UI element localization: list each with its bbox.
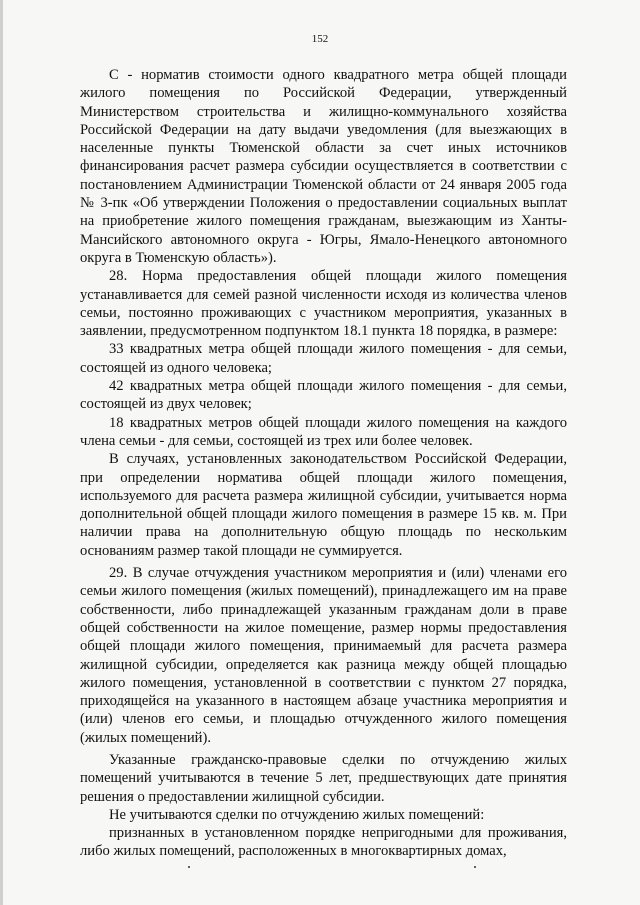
paragraph-unfit-housing: признанных в установленном порядке непригодными для проживания, либо жилых помещений, расположенных в многоквартирных домах, — [80, 825, 567, 860]
paragraph-norm-c: С - норматив стоимости одного квадратного метра общей площади жилого помещения по Российской Федерации, утвержденный Министерством строительства и жилищно-коммунального хозяйства Российской Федерации на дату выдачи уведомления (для выезжающих в населенные пункты Тюменской области за счет иных источников финансирования расчет размера субсидии осуществляется в соответствии с постановлением Администрации Тюменской области от 24 января 2005 года № 3-пк «Об утверждении Положения о предоставлении социальных выплат на приобретение жилого помещения гражданам, выезжающим из Ханты-Мансийского автономного округа - Югры, Ямало-Ненецкого автономного округа в Тюменскую область»). — [80, 67, 567, 266]
document-body — [80, 66, 567, 861]
page-number: 152 — [311, 33, 329, 45]
paragraph-norm-one-person: 33 квадратных метра общей площади жилого помещения - для семьи, состоящей из одного человека; — [80, 341, 567, 376]
paragraph-norm-two-persons: 42 квадратных метра общей площади жилого помещения - для семьи, состоящей из двух человек; — [80, 378, 567, 413]
paragraph-norm-three-or-more: 18 квадратных метров общей площади жилого помещения на каждого члена семьи - для семьи, состоящей из трех или более человек. — [80, 414, 567, 449]
paragraph-item-29: 29. В случае отчуждения участником мероприятия и (или) членами его семьи жилого помещения (жилых помещений), принадлежащего им на праве собственности, либо принадлежащей указанным гражданам доли в праве общей собственности на жилое помещение, размер нормы предоставления общей площади жилого помещения, принимаемый для расчета размера жилищной субсидии, определяется как разница между общей площадью жилого помещения, установленной в соответствии с пунктом 27 порядка, приходящейся на указанного в настоящем абзаце участника мероприятия и (или) членов его семьи, и площадью отчужденного жилого помещения (жилых помещений). — [80, 565, 567, 746]
scan-dot-left — [188, 866, 190, 868]
scan-dot-right — [474, 866, 476, 868]
paragraph-item-28: 28. Норма предоставления общей площади жилого помещения устанавливается для семей разной численности исходя из количества членов семьи, постоянно проживающих с участником мероприятия, указанных в заявлении, предусмотренном подпунктом 18.1 пункта 18 порядка, в размере: — [80, 268, 567, 340]
paragraph-not-counted: Не учитываются сделки по отчуждению жилых помещений: — [109, 806, 485, 823]
paragraph-transactions-period: Указанные гражданско-правовые сделки по отчуждению жилых помещений учитываются в течение 5 лет, предшествующих дате принятия решения о предоставлении жилищной субсидии. — [80, 751, 567, 805]
paragraph-additional-area: В случаях, установленных законодательством Российской Федерации, при определении норматива общей площади жилого помещения, используемого для расчета размера жилищной субсидии, учитывается норма дополнительной общей площади жилого помещения в размере 15 кв. м. При наличии права на дополнительную общую площадь по нескольким основаниям размер такой площади не суммируется. — [80, 451, 567, 559]
